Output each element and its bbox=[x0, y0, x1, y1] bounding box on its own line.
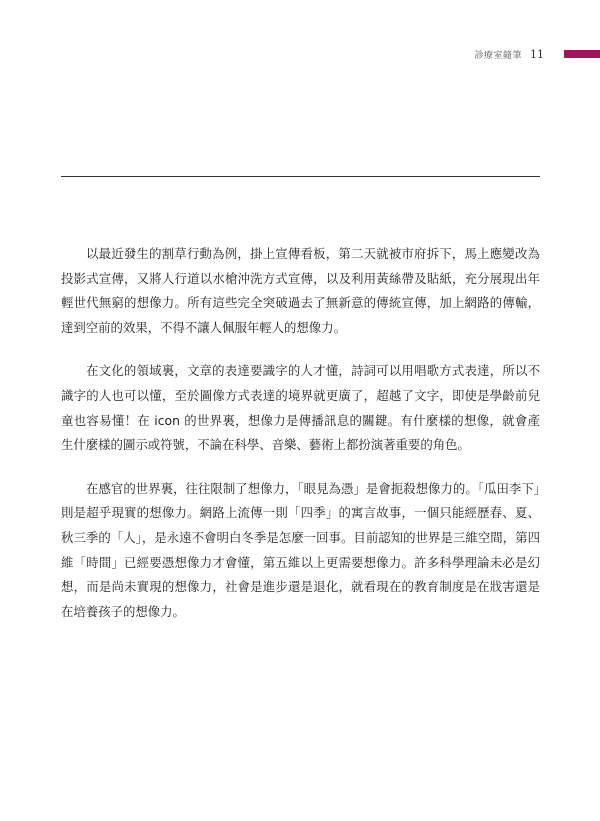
page-number: 11 bbox=[530, 47, 544, 61]
paragraph-3: 在感官的世界裏，往往限制了想像力，「眼見為憑」是會扼殺想像力的。「瓜田李下」則是超乎現實的想像力。網路上流傳一則「四季」的寓言故事，一個只能經歷春、夏、秋三季的「人」，是永遠不會明白冬季是怎麼一回事。目前認知的世界是三維空間，第四維「時間」已經要憑想像力才會懂，第五維以上更需要想像力。許多科學理論未必是幻想，而是尚未實現的想像力，社會是進步還是退化，就看現在的教育制度是在戕害還是在培養孩子的想像力。 bbox=[61, 480, 540, 619]
horizontal-rule bbox=[61, 176, 540, 177]
running-title: 診療室隨筆 bbox=[474, 50, 522, 61]
page-header bbox=[474, 46, 600, 62]
accent-bar bbox=[564, 50, 600, 58]
paragraph-1: 以最近發生的割草行動為例，掛上宣傳看板，第二天就被市府拆下，馬上應變改為投影式宣傳，又將人行道以水槍沖洗方式宣傳，以及利用黃絲帶及貼紙，充分展現出年輕世代無窮的想像力。所有這些完全突破過去了無新意的傳統宣傳，加上網路的傳輸，達到空前的效果，不得不讓人佩服年輕人的想像力。 bbox=[61, 246, 540, 335]
paragraph-2: 在文化的領域裏，文章的表達要識字的人才懂，詩詞可以用唱歌方式表達，所以不識字的人也可以懂，至於圖像方式表達的境界就更廣了，超越了文字，即使是學齡前兒童也容易懂！在 icon 的世界裏，想像力是傳播訊息的關鍵。有什麼樣的想像，就會產生什麼樣的圖示或符號，不論在科學、音樂、藝術上都扮演著重要的角色。 bbox=[61, 363, 540, 453]
body-text bbox=[61, 242, 540, 643]
